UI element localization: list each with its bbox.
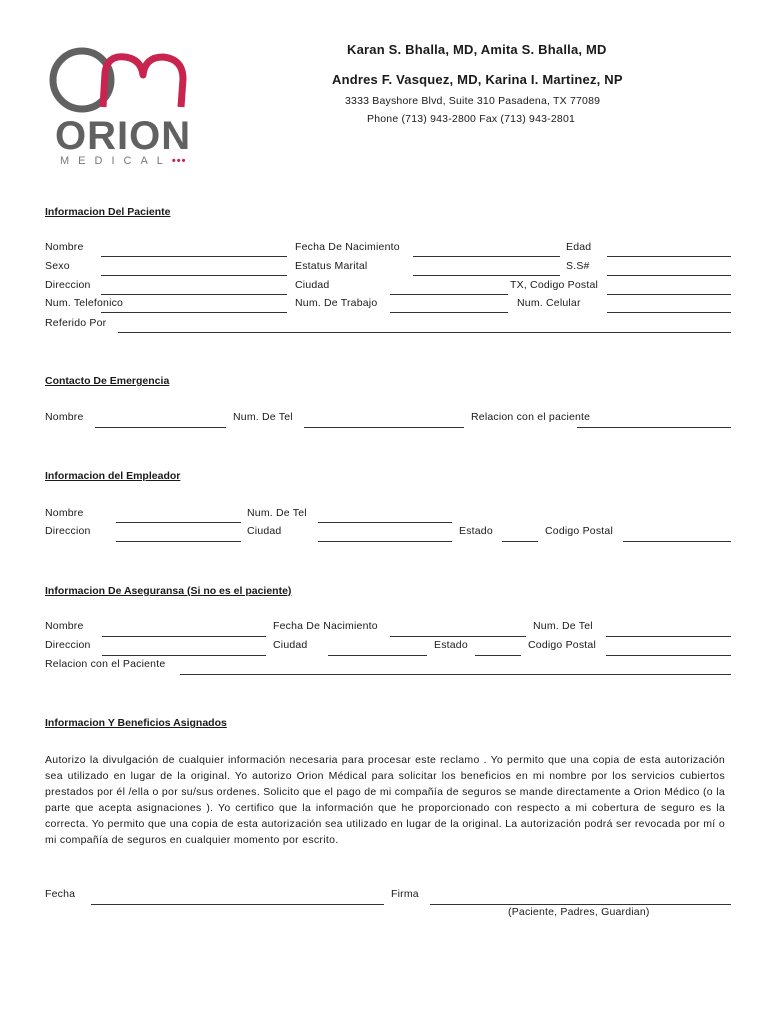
label-ss: S.S#	[566, 260, 590, 272]
field-insurance-postal[interactable]	[606, 655, 731, 656]
field-employer-ciudad[interactable]	[318, 541, 452, 542]
field-num-telefonico[interactable]	[101, 312, 287, 313]
section-insurance-title: Informacion De Aseguransa (Si no es el paciente)	[45, 585, 292, 597]
field-edad[interactable]	[607, 256, 731, 257]
field-nombre[interactable]	[101, 256, 287, 257]
section-emergency-title: Contacto De Emergencia	[45, 375, 170, 387]
label-ciudad: Ciudad	[295, 279, 330, 291]
label-employer-estado: Estado	[459, 525, 493, 537]
field-employer-direccion[interactable]	[116, 541, 241, 542]
field-insurance-direccion[interactable]	[102, 655, 266, 656]
logo-dots: •••	[171, 155, 187, 167]
field-emergency-nombre[interactable]	[95, 427, 226, 428]
field-fecha-nacimiento[interactable]	[413, 256, 560, 257]
field-emergency-relacion[interactable]	[577, 427, 731, 428]
label-insurance-direccion: Direccion	[45, 639, 91, 651]
field-employer-postal[interactable]	[623, 541, 731, 542]
field-insurance-tel[interactable]	[606, 636, 731, 637]
label-employer-direccion: Direccion	[45, 525, 91, 537]
label-employer-ciudad: Ciudad	[247, 525, 282, 537]
label-emergency-nombre: Nombre	[45, 411, 84, 423]
header-phone: Phone (713) 943-2800 Fax (713) 943-2801	[367, 113, 576, 125]
field-ss[interactable]	[607, 275, 731, 276]
label-sexo: Sexo	[45, 260, 70, 272]
label-edad: Edad	[566, 241, 592, 253]
label-emergency-tel: Num. De Tel	[233, 411, 293, 423]
field-codigo-postal[interactable]	[607, 294, 731, 295]
field-insurance-fecha-nacimiento[interactable]	[390, 636, 526, 637]
label-insurance-ciudad: Ciudad	[273, 639, 308, 651]
field-firma[interactable]	[430, 904, 731, 905]
label-insurance-fecha-nacimiento: Fecha De Nacimiento	[273, 620, 378, 632]
label-estatus-marital: Estatus Marital	[295, 260, 368, 272]
label-direccion: Direccion	[45, 279, 91, 291]
field-sexo[interactable]	[101, 275, 287, 276]
label-firma: Firma	[391, 888, 419, 900]
header-doctors-line2: Andres F. Vasquez, MD, Karina I. Martinez, NP	[332, 72, 623, 87]
label-insurance-relacion: Relacion con el Paciente	[45, 658, 166, 670]
field-employer-estado[interactable]	[502, 541, 538, 542]
field-employer-tel[interactable]	[318, 522, 452, 523]
field-direccion[interactable]	[101, 294, 287, 295]
field-ciudad[interactable]	[390, 294, 508, 295]
field-insurance-ciudad[interactable]	[328, 655, 427, 656]
label-fecha-nacimiento: Fecha De Nacimiento	[295, 241, 400, 253]
section-employer-title: Informacion del Empleador	[45, 470, 181, 482]
logo-brand: ORION	[55, 114, 192, 158]
benefits-authorization-text: Autorizo la divulgación de cualquier información necesaria para procesar este reclamo . Yo permito que una copia de esta autorización sea utilizado en lugar de la original. Yo autorizo Orion Médical para solicitar los beneficios en mi nombre por los servicios cubiertos prestados por él /ella o por su/sus ordenes. Solicito que el pago de mi compañía de seguros se mande directamente a Orion Médico (o la parte que acepta asignaciones ). Yo certifico que la información que he proporcionado con respecto a mi cobertura de seguro es la correcta. Yo permito que una copia de esta autorización sea utilizado en lugar de la original. La autorización podrá ser revocada por mí o mi compañía de seguros en cualquier momento por escrito.	[45, 754, 725, 846]
field-insurance-nombre[interactable]	[102, 636, 266, 637]
label-employer-postal: Codigo Postal	[545, 525, 613, 537]
field-insurance-estado[interactable]	[475, 655, 521, 656]
signature-note: (Paciente, Padres, Guardian)	[508, 906, 650, 918]
label-insurance-tel: Num. De Tel	[533, 620, 593, 632]
label-referido-por: Referido Por	[45, 317, 107, 329]
header-address: 3333 Bayshore Blvd, Suite 310 Pasadena, TX 77089	[345, 95, 601, 107]
field-employer-nombre[interactable]	[116, 522, 241, 523]
header-doctors-line1: Karan S. Bhalla, MD, Amita S. Bhalla, MD	[347, 42, 607, 57]
field-referido-por[interactable]	[118, 332, 731, 333]
logo-sub	[60, 155, 186, 167]
field-num-trabajo[interactable]	[390, 312, 508, 313]
label-num-telefonico: Num. Telefonico	[45, 297, 124, 309]
label-tx-codigo-postal: TX, Codigo Postal	[510, 279, 599, 291]
label-emergency-relacion: Relacion con el paciente	[471, 411, 591, 423]
label-employer-tel: Num. De Tel	[247, 507, 307, 519]
field-insurance-relacion[interactable]	[180, 674, 731, 675]
section-patient-title: Informacion Del Paciente	[45, 206, 171, 218]
field-fecha[interactable]	[91, 904, 384, 905]
label-employer-nombre: Nombre	[45, 507, 84, 519]
label-nombre: Nombre	[45, 241, 84, 253]
field-emergency-tel[interactable]	[304, 427, 464, 428]
label-num-celular: Num. Celular	[517, 297, 581, 309]
logo-sub-text: MEDICAL	[60, 155, 172, 167]
label-num-trabajo: Num. De Trabajo	[295, 297, 378, 309]
field-num-celular[interactable]	[607, 312, 731, 313]
label-insurance-postal: Codigo Postal	[528, 639, 596, 651]
field-estatus-marital[interactable]	[413, 275, 560, 276]
section-benefits-title: Informacion Y Beneficios Asignados	[45, 717, 227, 729]
label-insurance-estado: Estado	[434, 639, 468, 651]
label-insurance-nombre: Nombre	[45, 620, 84, 632]
label-fecha: Fecha	[45, 888, 76, 900]
